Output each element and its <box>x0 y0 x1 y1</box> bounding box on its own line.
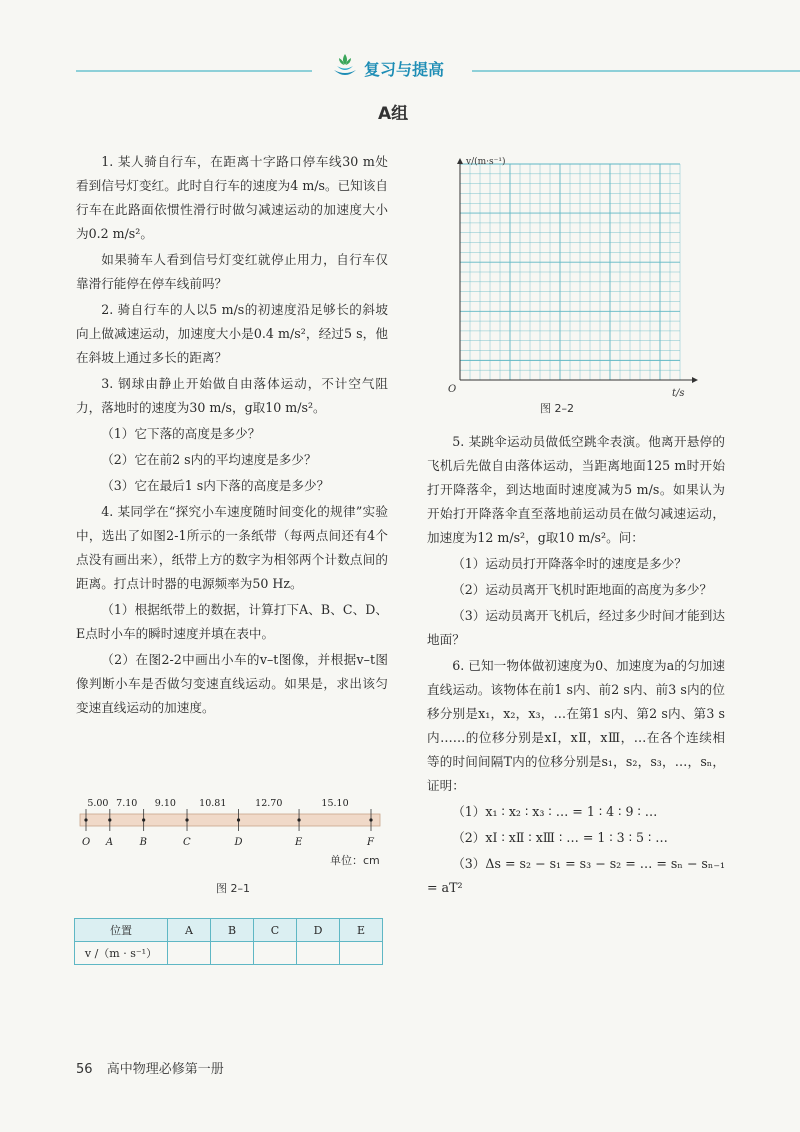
figure-2-1-tape <box>78 795 388 855</box>
tape-svg <box>78 795 388 855</box>
right-column <box>427 430 725 902</box>
table-header-a: A <box>168 919 211 942</box>
book-title: 高中物理必修第一册 <box>106 1062 224 1077</box>
graph-svg <box>440 150 700 410</box>
tape-distance-label: 10.81 <box>199 798 227 809</box>
table-cell-a[interactable] <box>168 942 211 965</box>
table-cell-e[interactable] <box>340 942 383 965</box>
tape-dot <box>84 818 87 821</box>
question-6-part-2: （2）xⅠ ∶ xⅡ ∶ xⅢ ∶ … = 1 ∶ 3 ∶ 5 ∶ … <box>452 830 668 845</box>
velocity-table <box>74 918 383 965</box>
tape-dot <box>297 818 300 821</box>
tape-distance-label: 15.10 <box>321 798 349 809</box>
question-3-part-2: （2）它在前2 s内的平均速度是多少？ <box>101 452 317 467</box>
question-6-part-1: （1）x₁ ∶ x₂ ∶ x₃ ∶ … = 1 ∶ 4 ∶ 9 ∶ … <box>452 804 658 819</box>
table-cell-d[interactable] <box>297 942 340 965</box>
page-footer <box>76 1058 224 1077</box>
tape-point-label: B <box>139 837 148 848</box>
tape-point-label: F <box>367 837 374 848</box>
table-velocity-row <box>75 942 383 965</box>
table-cell-b[interactable] <box>211 942 254 965</box>
group-title: A组 <box>378 104 409 124</box>
table-header-row <box>75 919 383 942</box>
tape-dot <box>108 818 111 821</box>
tape-unit: 单位：cm <box>330 854 380 867</box>
paper-tape <box>80 814 380 826</box>
tape-point-label: O <box>82 837 91 848</box>
question-1: 1. 某人骑自行车，在距离十字路口停车线30 m处看到信号灯变红。此时自行车的速度为4 m/s。已知该自行车在此路面依惯性滑行时做匀减速运动的加速度大小为0.2 m/s²。 <box>76 154 388 241</box>
figure-2-1-caption: 图 2–1 <box>216 882 250 895</box>
question-6: 6. 已知一物体做初速度为0、加速度为a的匀加速直线运动。该物体在前1 s内、前2 s内、前3 s内的位移分别是x₁，x₂，x₃，…在第1 s内、第2 s内、第3 s内……的位移分别是xⅠ，xⅡ，xⅢ，…在各个连续相等的时间间隔T内的位移分别是s₁，s₂，s₃，…，sₙ，证明： <box>427 658 725 793</box>
question-5-part-1: （1）运动员打开降落伞时的速度是多少？ <box>452 556 687 571</box>
question-5-part-3: （3）运动员离开飞机后，经过多少时间才能到达地面？ <box>427 608 725 647</box>
table-header-position: 位置 <box>75 919 168 942</box>
figure-2-2-graph <box>440 150 700 410</box>
table-header-b: B <box>211 919 254 942</box>
question-5-part-2: （2）运动员离开飞机时距地面的高度为多少？ <box>452 582 713 597</box>
section-title: 复习与提高 <box>364 60 445 79</box>
tape-dot <box>142 818 145 821</box>
question-5: 5. 某跳伞运动员做低空跳伞表演。他离开悬停的飞机后先做自由落体运动，当距离地面125 m时开始打开降落伞，到达地面时速度减为5 m/s。如果认为开始打开降落伞直至落地前运动员在做匀减速运动，加速度为12 m/s²，g取10 m/s²。问： <box>427 434 725 545</box>
table-header-c: C <box>254 919 297 942</box>
tape-point-label: A <box>105 837 114 848</box>
tape-distance-label: 12.70 <box>255 798 283 809</box>
question-3-part-3: （3）它在最后1 s内下落的高度是多少？ <box>101 478 330 493</box>
graph-origin-label: O <box>448 384 457 395</box>
table-cell-c[interactable] <box>254 942 297 965</box>
question-3: 3. 钢球由静止开始做自由落体运动，不计空气阻力，落地时的速度为30 m/s，g取10 m/s²。 <box>76 376 388 415</box>
question-1-followup: 如果骑车人看到信号灯变红就停止用力，自行车仅靠滑行能停在停车线前吗？ <box>76 252 388 291</box>
header-line-left <box>76 70 312 72</box>
graph-x-label: t/s <box>672 388 685 399</box>
tape-dot <box>237 818 240 821</box>
tape-distance-label: 7.10 <box>116 798 138 809</box>
question-3-part-1: （1）它下落的高度是多少？ <box>101 426 261 441</box>
table-header-d: D <box>297 919 340 942</box>
question-4-part-1: （1）根据纸带上的数据，计算打下A、B、C、D、E点时小车的瞬时速度并填在表中。 <box>76 602 388 641</box>
graph-y-label: v/(m·s⁻¹) <box>466 157 506 167</box>
tape-dot <box>185 818 188 821</box>
table-header-e: E <box>340 919 383 942</box>
tape-dot <box>369 818 372 821</box>
section-logo-icon <box>330 52 360 82</box>
tape-distance-label: 9.10 <box>154 798 176 809</box>
x-axis-arrow-icon <box>692 377 698 383</box>
tape-point-label: C <box>183 837 191 848</box>
tape-distance-label: 5.00 <box>87 798 109 809</box>
question-6-part-3: （3）Δs = s₂ − s₁ = s₃ − s₂ = … = sₙ − sₙ₋₁ = aT² <box>427 856 726 895</box>
table-velocity-label: v /（m · s⁻¹） <box>75 942 168 965</box>
tape-point-label: E <box>295 837 303 848</box>
page-number: 56 <box>76 1062 93 1077</box>
header-line-right <box>472 70 800 72</box>
left-column <box>76 150 388 722</box>
question-4-part-2: （2）在图2-2中画出小车的v–t图像，并根据v–t图像判断小车是否做匀变速直线运动。如果是，求出该匀变速直线运动的加速度。 <box>76 652 388 715</box>
question-4: 4. 某同学在“探究小车速度随时间变化的规律”实验中，选出了如图2-1所示的一条纸带（每两点间还有4个点没有画出来），纸带上方的数字为相邻两个计数点间的距离。打点计时器的电源频率为50 Hz。 <box>76 504 388 591</box>
figure-2-2-caption: 图 2–2 <box>540 402 574 415</box>
tape-point-label: D <box>234 837 243 848</box>
question-2: 2. 骑自行车的人以5 m/s的初速度沿足够长的斜坡向上做减速运动，加速度大小是0.4 m/s²，经过5 s，他在斜坡上通过多长的距离？ <box>76 302 388 365</box>
y-axis-arrow-icon <box>457 158 463 164</box>
